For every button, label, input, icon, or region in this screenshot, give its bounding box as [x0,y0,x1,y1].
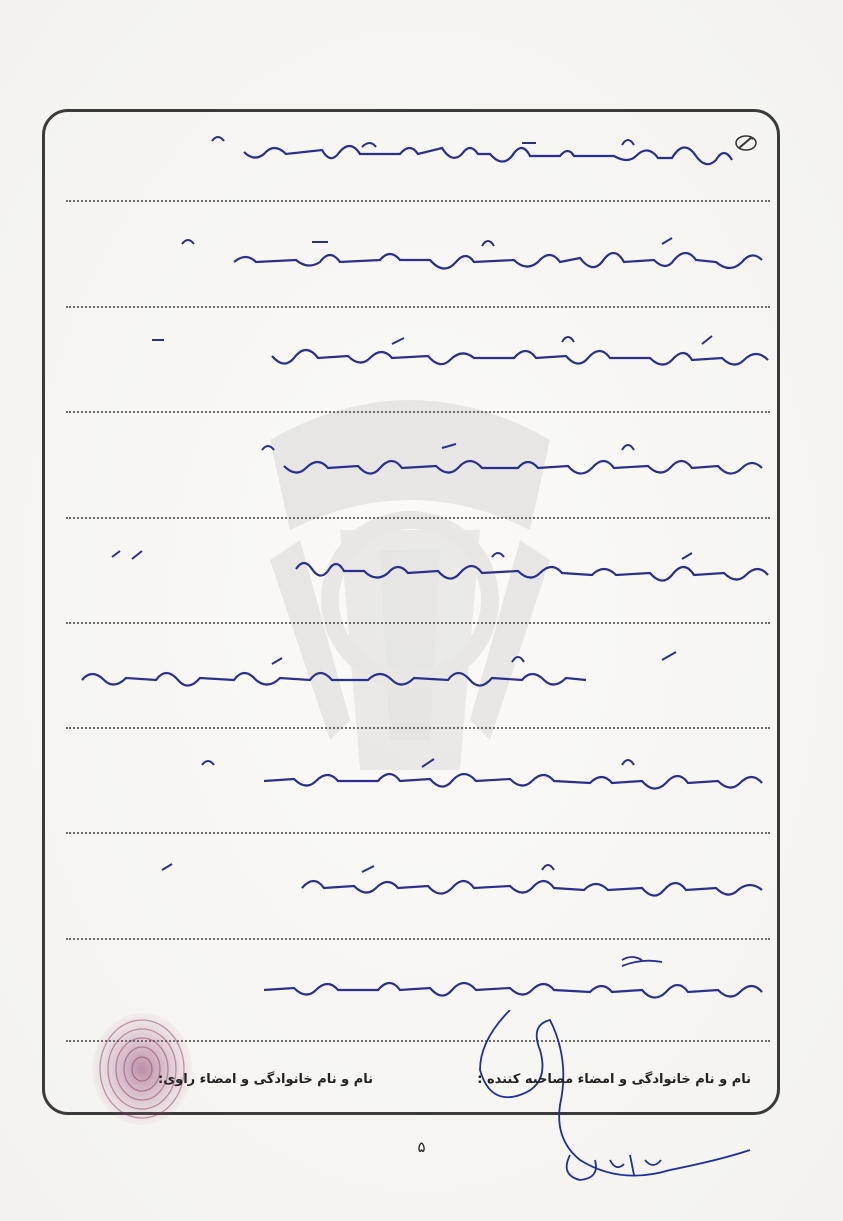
dotted-rule [66,832,770,834]
signature-mark [460,1010,760,1210]
page-number: ۵ [417,1138,426,1156]
dotted-rule [66,622,770,624]
dotted-rule [66,200,770,202]
dotted-rule [66,306,770,308]
handwritten-line-5 [62,545,776,605]
fingerprint-mark [88,1010,196,1128]
dotted-rule [66,938,770,940]
handwritten-line-8 [62,858,776,918]
handwritten-line-6 [62,650,776,710]
narrator-signature-label: نام و نام خانوادگی و امضاء راوی: [158,1072,373,1087]
handwritten-line-2 [62,230,776,290]
dotted-rule [66,727,770,729]
handwritten-line-4 [62,436,776,496]
dotted-rule [66,411,770,413]
interviewer-signature-label: نام و نام خانوادگی و امضاء مصاحبه کننده : [477,1072,751,1087]
handwritten-line-3 [62,330,776,390]
dotted-rule [66,517,770,519]
handwritten-line-7 [62,753,776,813]
handwritten-line-1 [62,125,776,185]
